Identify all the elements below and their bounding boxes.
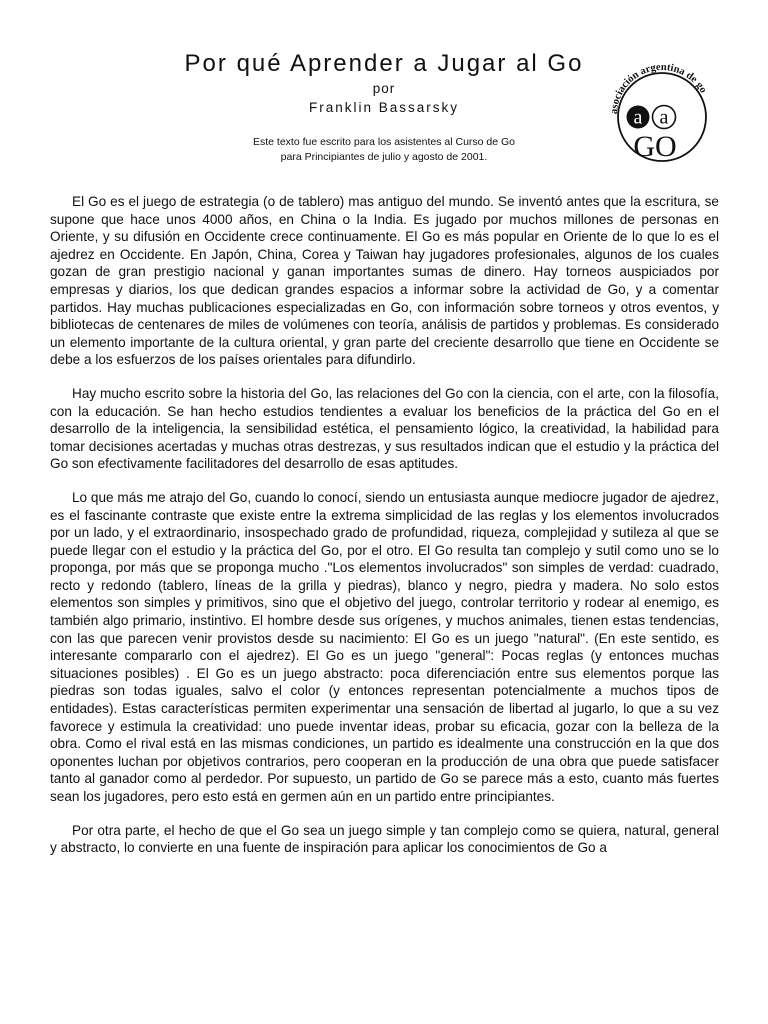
logo-arc-text: asociación argentina de go bbox=[608, 61, 709, 115]
paragraph: Lo que más me atrajo del Go, cuando lo conocí, siendo un entusiasta aunque mediocre jugador de ajedrez, es el fascinante contraste que existe entre la extrema simplicidad de las reglas y los elementos involucrados por un lado, y el extraordinario, insospechado grado de profundidad, riqueza, complejidad y sutileza al que se puede llegar con el estudio y la práctica del Go, por el otro. El Go resulta tan complejo y sutil como uno se lo proponga, por más que se proponga mucho ."Los elementos involucrados" son simples de verdad: cuadrado, recto y redondo (tablero, líneas de la grilla y piedras), blanco y negro, piedra y madera. No solo estos elementos son simples y primitivos, sino que el objetivo del juego, controlar territorio y rodear al enemigo, es también algo primario, instintivo. El hombre desde sus orígenes, y muchos animales, tienen estas tendencias, con las que parecen venir provistos desde su nacimiento: El Go es un juego "natural". (En este sentido, es interesante compararlo con el ajedrez). El Go es un juego "general": Pocas reglas (y entonces muchas situaciones posibles) . El Go es un juego abstracto: poca diferenciación entre sus elementos porque las piedras son todas iguales, salvo el color (y entonces representan potencialmente a muchos tipos de entidades). Estas características permiten experimentar una sensación de libertad al jugarlo, lo que a su vez favorece y estimula la creatividad: uno puede inventar ideas, probar su eficacia, gozar con la belleza de la obra. Como el rival está en las mismas condiciones, un partido es idealmente una construcción en la que dos oponentes luchan por objetivos contrarios, pero cooperan en la producción de una obra que puede satisfacer tanto al ganador como al perdedor. Por supuesto, un partido de Go se parece más a esto, cuanto más fuertes sean los jugadores, pero esto está en germen aún en un partido entre principiantes. bbox=[50, 489, 719, 804]
paragraph: Hay mucho escrito sobre la historia del Go, las relaciones del Go con la ciencia, con el arte, con la filosofía, con la educación. Se han hecho estudios tendientes a evaluar los beneficios de la práctica del Go en el desarrollo de la inteligencia, la sensibilidad estética, el pensamiento lógico, la creatividad, la habilidad para tomar decisiones acertadas y muchas otras destrezas, y sus resultados indican que el estudio y la práctica del Go son efectivamente facilitadores del desarrollo de esas aptitudes. bbox=[50, 385, 719, 472]
paragraph: El Go es el juego de estrategia (o de tablero) mas antiguo del mundo. Se inventó antes que la escritura, se supone que hace unos 4000 años, en China o la India. Es jugado por muchos millones de personas en Oriente, y su difusión en Occidente crece continuamente. El Go es más popular en Oriente de lo que lo es el ajedrez en Occidente. En Japón, China, Corea y Taiwan hay jugadores profesionales, algunos de los cuales gozan de gran prestigio nacional y ganan importantes sumas de dinero. Hay torneos auspiciados por empresas y diarios, los que dedican grandes espacios a informar sobre la actividad de Go, y a comentar partidos. Hay muchas publicaciones especializadas en Go, con información sobre torneos y otros eventos, y bibliotecas de centenares de miles de volúmenes con teoría, análisis de partidos y problemas. Es considerado un elemento importante de la cultura oriental, y gran parte del creciente desarrollo que tiene en Occidente se debe a los esfuerzos de los países orientales para difundirlo. bbox=[50, 194, 719, 368]
author-name: Franklin Bassarsky bbox=[308, 100, 460, 115]
document-body bbox=[50, 193, 719, 873]
intro-note-line-2: para Principiantes de julio y agosto de 2001. bbox=[280, 150, 488, 163]
paragraph: Por otra parte, el hecho de que el Go sea un juego simple y tan complejo como se quiera, natural, general y abstracto, lo convierte en una fuente de inspiración para aplicar los conocimientos de Go a bbox=[50, 822, 719, 856]
logo-letter-a-white: a bbox=[633, 106, 643, 129]
intro-note bbox=[200, 135, 568, 164]
aago-logo bbox=[595, 45, 720, 180]
logo-word-go: GO bbox=[633, 130, 677, 163]
byline-por: por bbox=[372, 81, 396, 96]
intro-note-line-1: Este texto fue escrito para los asistentes al Curso de Go bbox=[252, 136, 516, 148]
document-title: Por qué Aprender a Jugar al Go bbox=[184, 50, 584, 77]
document-header bbox=[0, 0, 768, 180]
logo-letter-a-black: a bbox=[659, 106, 669, 129]
